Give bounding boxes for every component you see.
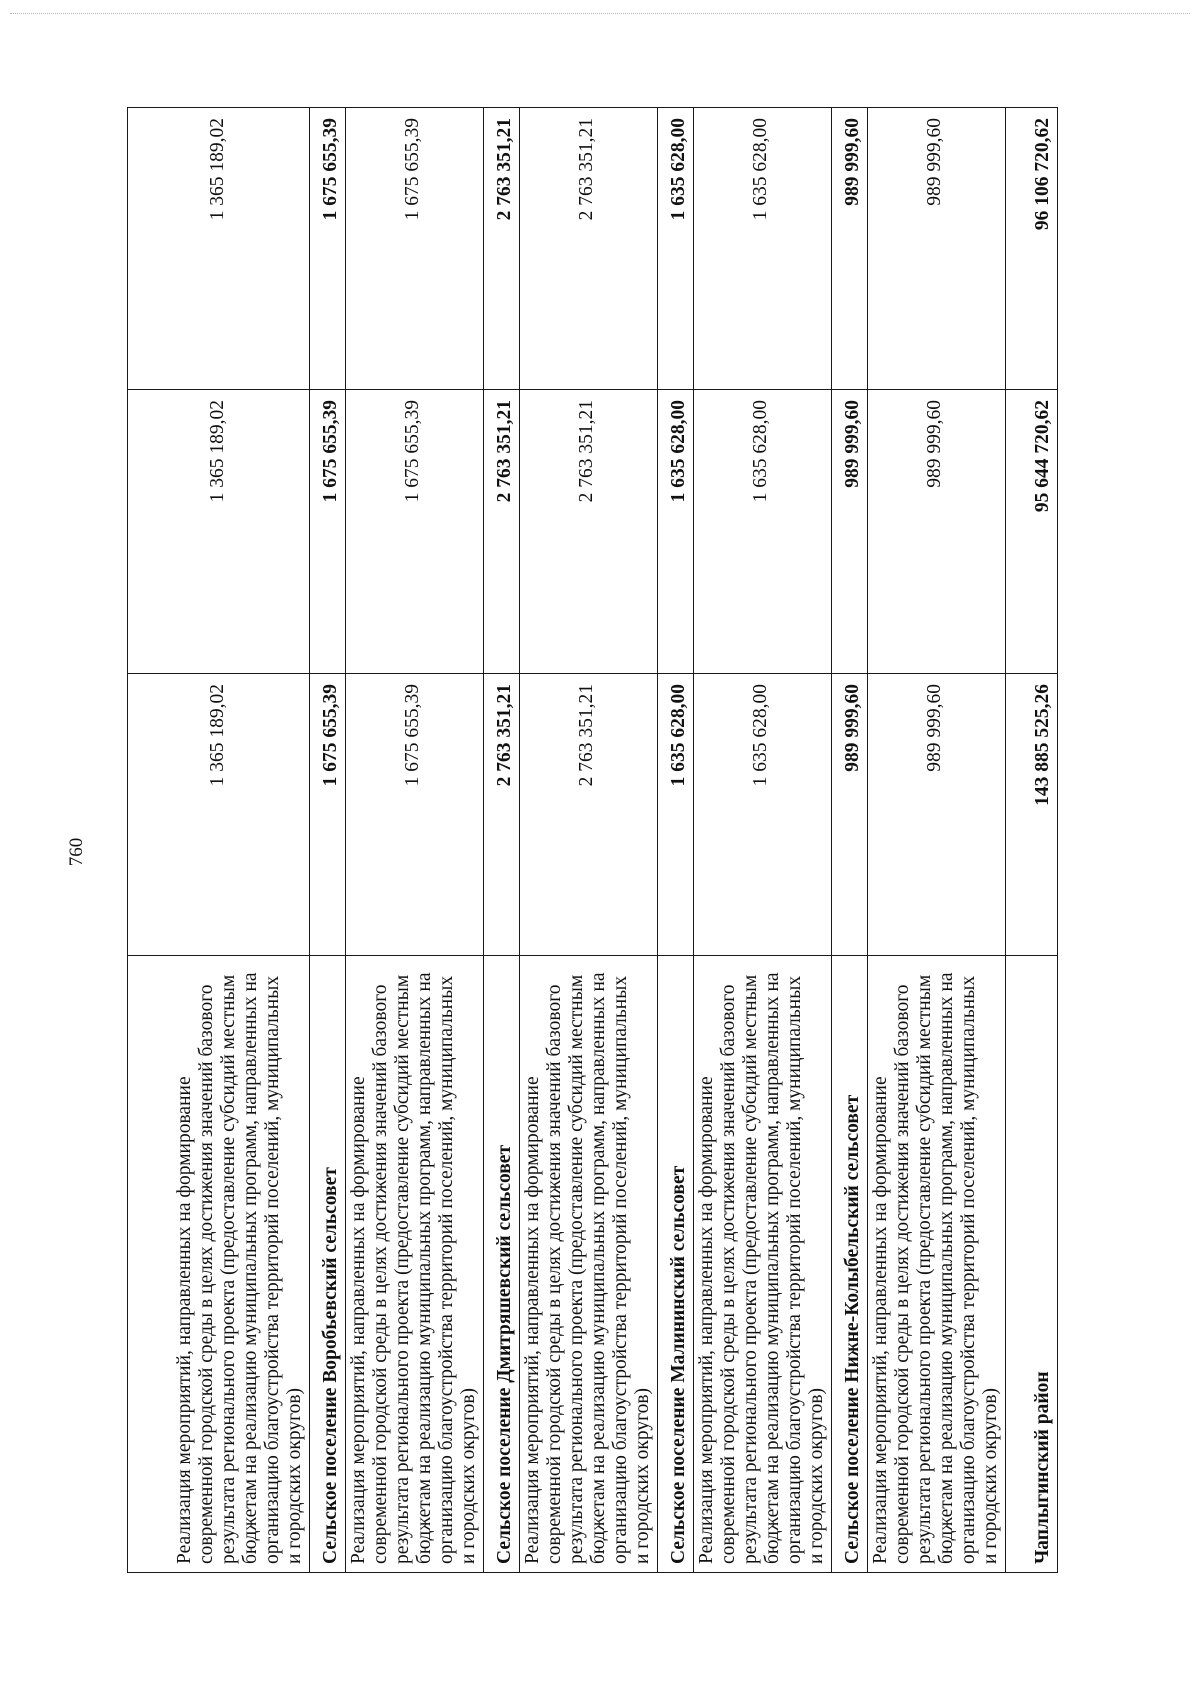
row-value-3: 2 763 351,21: [519, 108, 658, 390]
scan-edge-line: [10, 13, 1190, 14]
row-name: Реализация мероприятий, направленных на формирование современной городской среды в целях достижения значений базового результата регионального проекта (предоставление субсидий местным бюджетам на реализацию муниципальных программ, направленных на организацию благоустройства территорий поселений, муниципальных и городских округов): [519, 956, 658, 1573]
table-row: [128, 108, 310, 1573]
row-name: Реализация мероприятий, направленных на формирование современной городской среды в целях достижения значений базового результата регионального проекта (предоставление субсидий местным бюджетам на реализацию муниципальных программ, направленных на организацию благоустройства территорий поселений, муниципальных и городских округов): [693, 956, 832, 1573]
row-value-2: 989 999,60: [832, 390, 867, 674]
row-name: Сельское поселение Нижне-Колыбельский сельсовет: [832, 956, 867, 1573]
budget-table: [127, 107, 1058, 1573]
row-value-3: 1 365 189,02: [128, 108, 310, 390]
row-value-3: 989 999,60: [867, 108, 1006, 390]
row-value-1: 2 763 351,21: [519, 674, 658, 956]
row-name: Реализация мероприятий, направленных на формирование современной городской среды в целях достижения значений базового результата регионального проекта (предоставление субсидий местным бюджетам на реализацию муниципальных программ, направленных на организацию благоустройства территорий поселений, муниципальных и городских округов): [345, 956, 484, 1573]
row-value-1: 1 635 628,00: [693, 674, 832, 956]
rotated-table-container: [127, 108, 1058, 1573]
row-value-1: 1 365 189,02: [128, 674, 310, 956]
table-row: [484, 108, 519, 1573]
row-name: Реализация мероприятий, направленных на формирование современной городской среды в целях достижения значений базового результата регионального проекта (предоставление субсидий местным бюджетам на реализацию муниципальных программ, направленных на организацию благоустройства территорий поселений, муниципальных и городских округов): [128, 956, 310, 1573]
row-value-3: 2 763 351,21: [484, 108, 519, 390]
row-value-1: 1 675 655,39: [310, 674, 345, 956]
row-value-2: 2 763 351,21: [484, 390, 519, 674]
row-value-2: 1 635 628,00: [658, 390, 693, 674]
row-value-1: 143 885 525,26: [1006, 674, 1058, 956]
row-value-1: 989 999,60: [867, 674, 1006, 956]
row-value-1: 989 999,60: [832, 674, 867, 956]
table-row: [1006, 108, 1058, 1573]
row-value-2: 989 999,60: [867, 390, 1006, 674]
row-value-2: 1 675 655,39: [310, 390, 345, 674]
row-value-2: 1 365 189,02: [128, 390, 310, 674]
table-row: [519, 108, 658, 1573]
row-name: Сельское поселение Дмитряшевский сельсовет: [484, 956, 519, 1573]
table-row: [345, 108, 484, 1573]
row-value-2: 2 763 351,21: [519, 390, 658, 674]
table-row: [832, 108, 867, 1573]
row-value-3: 96 106 720,62: [1006, 108, 1058, 390]
row-value-3: 1 635 628,00: [658, 108, 693, 390]
row-name: Сельское поселение Воробьевский сельсовет: [310, 956, 345, 1573]
row-value-1: 1 675 655,39: [345, 674, 484, 956]
table-row: [693, 108, 832, 1573]
row-value-3: 1 635 628,00: [693, 108, 832, 390]
row-value-3: 989 999,60: [832, 108, 867, 390]
row-value-3: 1 675 655,39: [345, 108, 484, 390]
table-row: [310, 108, 345, 1573]
row-value-1: 2 763 351,21: [484, 674, 519, 956]
page-number: 760: [66, 837, 87, 867]
table-row: [658, 108, 693, 1573]
row-name: Чаплыгинский район: [1006, 956, 1058, 1573]
row-name: Сельское поселение Малининский сельсовет: [658, 956, 693, 1573]
table-row: [867, 108, 1006, 1573]
row-value-2: 95 644 720,62: [1006, 390, 1058, 674]
row-value-1: 1 635 628,00: [658, 674, 693, 956]
row-name: Реализация мероприятий, направленных на формирование современной городской среды в целях достижения значений базового результата регионального проекта (предоставление субсидий местным бюджетам на реализацию муниципальных программ, направленных на организацию благоустройства территорий поселений, муниципальных и городских округов): [867, 956, 1006, 1573]
row-value-2: 1 635 628,00: [693, 390, 832, 674]
row-value-2: 1 675 655,39: [345, 390, 484, 674]
row-value-3: 1 675 655,39: [310, 108, 345, 390]
